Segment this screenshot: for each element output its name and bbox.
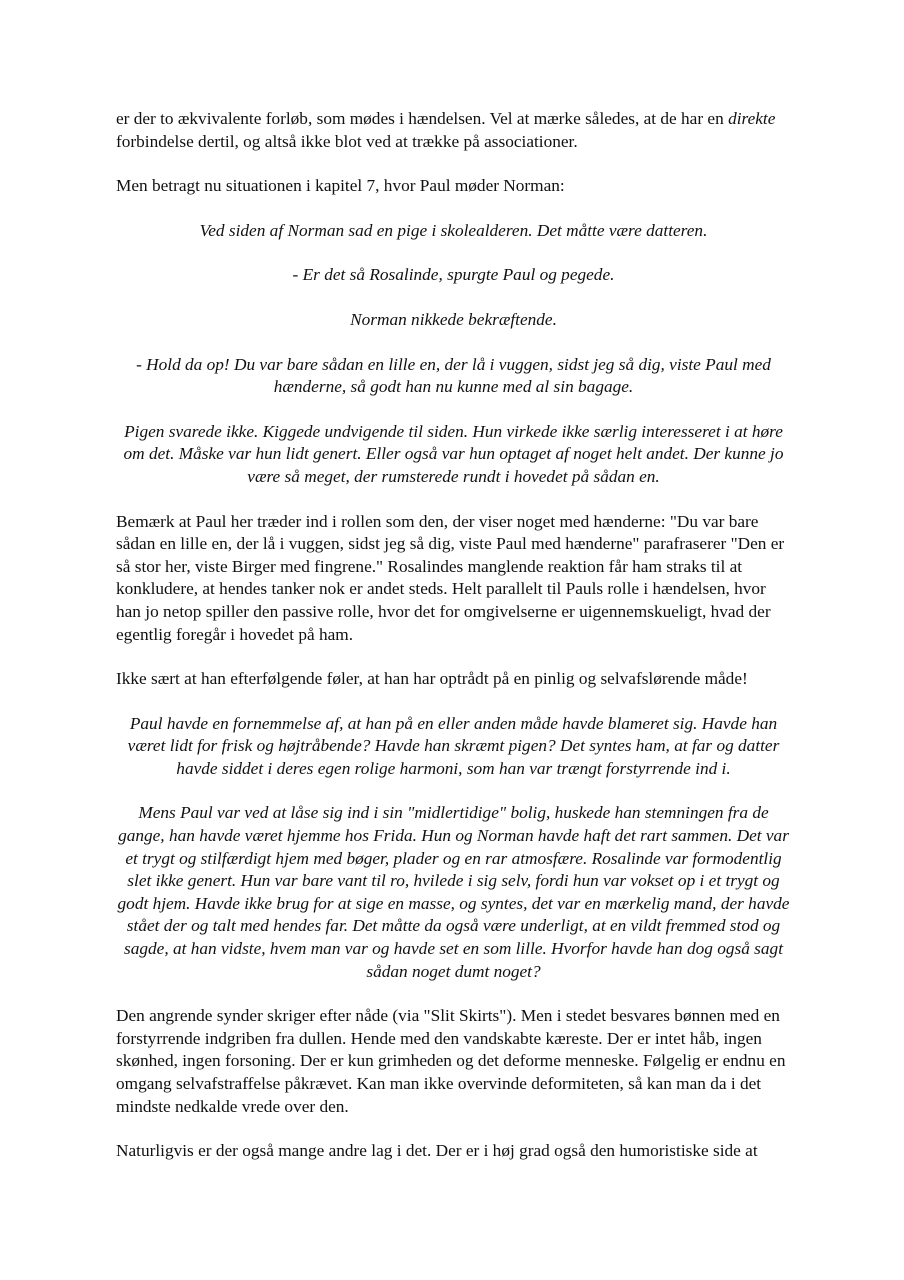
emphasis-text: direkte — [728, 109, 776, 128]
quote-line-2: - Er det så Rosalinde, spurgte Paul og pegede. — [292, 265, 615, 285]
body-paragraph-2: Men betragt nu situationen i kapitel 7, hvor Paul møder Norman: — [116, 176, 565, 196]
paragraph-text: forbindelse dertil, og altså ikke blot ved at trække på associationer. — [116, 131, 578, 151]
body-paragraph-5: Den angrende synder skriger efter nåde (via "Slit Skirts"). Men i stedet besvares bønnen med en forstyrrende indgriben fra dullen. Hende med den vandskabte kæreste. Der er intet håb, ingen skønhed, ingen forsoning. Der er kun grimheden og det deforme menneske. Følgelig er endnu en omgang selvafstraffelse påkrævet. Kan man ikke overvinde deformiteten, så kan man da i det mindste nedkalde vrede over den. — [116, 1006, 786, 1116]
quote-paragraph-5: Pigen svarede ikke. Kiggede undvigende til siden. Hun virkede ikke særlig interesseret i at høre om det. Måske var hun lidt genert. Eller også var hun optaget af noget helt andet. Der kunne jo være så meget, der rumsterede rundt i hovedet på sådan en. — [123, 421, 784, 486]
body-paragraph-6: Naturligvis er der også mange andre lag i det. Der er i høj grad også den humoristiske side at — [116, 1141, 758, 1161]
body-paragraph-4: Ikke sært at han efterfølgende føler, at han har optrådt på en pinlig og selvafslørende måde! — [116, 669, 748, 689]
body-paragraph-1 — [116, 108, 791, 153]
quote-line-3: Norman nikkede bekræftende. — [350, 309, 557, 329]
quote-paragraph-7: Mens Paul var ved at låse sig ind i sin "midlertidige" bolig, huskede han stemningen fra de gange, han havde været hjemme hos Frida. Hun og Norman havde haft det rart sammen. Det var et trygt og stilfærdigt hjem med bøger, plader og en rar atmosfære. Rosalinde var formodentlig slet ikke genert. Hun var bare vant til ro, hvilede i sig selv, fordi hun var vokset op i et trygt og godt hjem. Havde ikke brug for at sige en masse, og syntes, det var en mærkelig mand, der havde stået der og talt med hendes far. Det måtte da også være underligt, at en vildt fremmed stod og sagde, at han vidste, hvem man var og havde set en som lille. Hvorfor havde han dog også sagt sådan noget dumt noget? — [117, 803, 790, 981]
page-content — [116, 108, 791, 1163]
paragraph-text: er der to ækvivalente forløb, som mødes i hændelsen. Vel at mærke således, at de har en — [116, 109, 729, 128]
body-paragraph-3: Bemærk at Paul her træder ind i rollen som den, der viser noget med hænderne: "Du var bare sådan en lille en, der lå i vuggen, sidst jeg så dig, viste Paul med hænderne" parafraserer "Den er så stor her, viste Birger med fingrene." Rosalindes manglende reaktion får ham straks til at konkludere, at hendes tanker nok er andet steds. Helt parallelt til Pauls rolle i hændelsen, hvor han jo netop spiller den passive rolle, hvor det for omgivelserne er uigennemskueligt, hvad der egentlig foregår i hovedet på ham. — [116, 511, 785, 644]
quote-line-1: Ved siden af Norman sad en pige i skolealderen. Det måtte være datteren. — [199, 220, 708, 240]
quote-paragraph-4: - Hold da op! Du var bare sådan en lille en, der lå i vuggen, sidst jeg så dig, viste Paul med hænderne, så godt han nu kunne med al sin bagage. — [136, 354, 771, 397]
quote-paragraph-6: Paul havde en fornemmelse af, at han på en eller anden måde havde blameret sig. Havde han været lidt for frisk og højtråbende? Havde han skræmt pigen? Det syntes ham, at far og datter havde siddet i deres egen rolige harmoni, som han var trængt forstyrrende ind i. — [127, 713, 780, 778]
